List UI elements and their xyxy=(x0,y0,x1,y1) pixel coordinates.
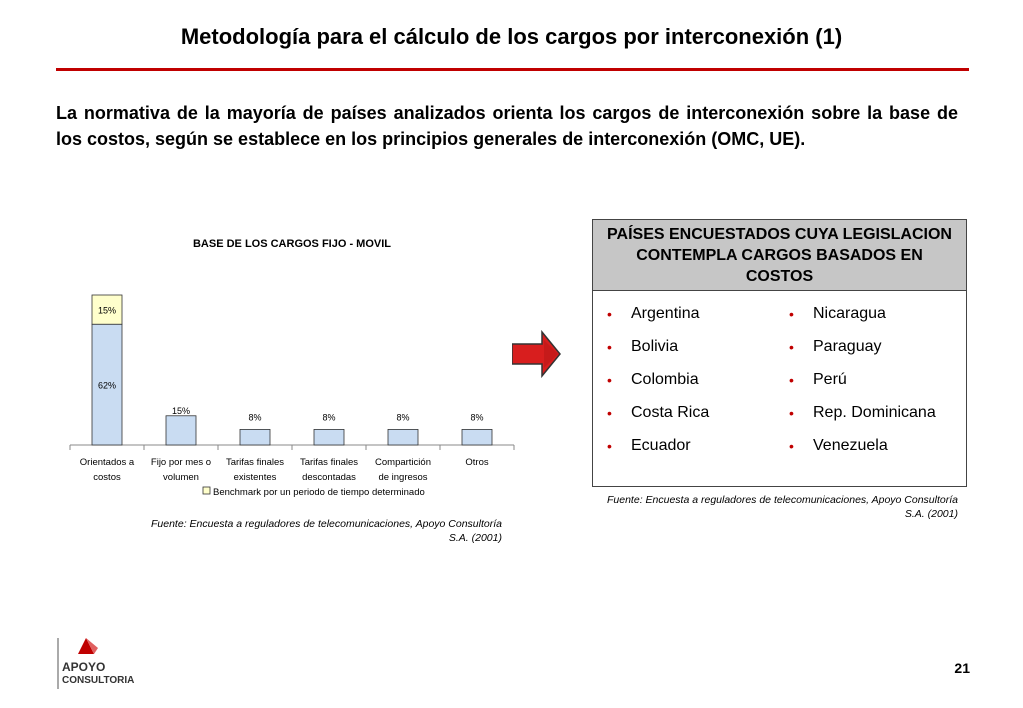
category-label: costos xyxy=(93,472,121,483)
data-label: 8% xyxy=(248,412,262,423)
data-label: 15% xyxy=(97,305,117,316)
category-label: Compartición xyxy=(375,457,431,468)
category-label: Fijo por mes o xyxy=(150,457,212,468)
data-label: 8% xyxy=(470,412,484,423)
intro-paragraph: La normativa de la mayoría de países analizados orienta los cargos de interconexión sobre la base de los costos, según se establece en los principios generales de interconexión (OMC, UE). xyxy=(56,103,958,149)
bullet-icon: • xyxy=(607,438,612,454)
bullet-icon: • xyxy=(789,405,794,421)
category-label: existentes xyxy=(233,472,277,483)
data-label: 8% xyxy=(396,412,410,423)
country-item xyxy=(601,304,776,337)
bar xyxy=(388,429,418,445)
bar xyxy=(166,416,196,445)
country-name: Ecuador xyxy=(631,437,691,454)
page-number: 21 xyxy=(954,660,970,676)
country-name: Argentina xyxy=(631,305,700,322)
bullet-icon: • xyxy=(607,339,612,355)
countries-column-1 xyxy=(601,304,776,469)
category-label: volumen xyxy=(163,472,199,483)
country-name: Paraguay xyxy=(813,338,882,355)
right-arrow-icon xyxy=(512,330,562,378)
countries-table xyxy=(592,219,967,487)
data-label: 62% xyxy=(97,380,117,391)
country-name: Perú xyxy=(813,371,847,388)
bullet-icon: • xyxy=(789,339,794,355)
apoyo-logo xyxy=(56,636,156,696)
country-item xyxy=(601,337,776,370)
bullet-icon: • xyxy=(789,306,794,322)
title-divider xyxy=(56,68,969,71)
category-label: Orientados a xyxy=(79,457,135,468)
country-item xyxy=(601,370,776,403)
bullet-icon: • xyxy=(607,372,612,388)
country-item xyxy=(601,436,776,469)
legend-label: Benchmark por un periodo de tiempo determinado xyxy=(213,487,425,498)
country-name: Nicaragua xyxy=(813,305,886,322)
bullet-icon: • xyxy=(607,306,612,322)
bar-chart xyxy=(60,225,530,515)
table-source: Fuente: Encuesta a reguladores de telecomunicaciones, Apoyo Consultoría S.A. (2001) xyxy=(607,494,958,520)
country-item xyxy=(601,403,776,436)
country-item xyxy=(783,337,963,370)
country-name: Costa Rica xyxy=(631,404,710,421)
page-title: Metodología para el cálculo de los cargos por interconexión (1) xyxy=(180,24,843,49)
chart-title: BASE DE LOS CARGOS FIJO - MOVIL xyxy=(192,238,392,250)
category-label: descontadas xyxy=(302,472,356,483)
bar xyxy=(462,429,492,445)
countries-table-header: PAÍSES ENCUESTADOS CUYA LEGISLACION CONTEMPLA CARGOS BASADOS EN COSTOS xyxy=(593,220,966,291)
country-item xyxy=(783,370,963,403)
category-label: Tarifas finales xyxy=(299,457,359,468)
bar xyxy=(240,429,270,445)
bar xyxy=(314,429,344,445)
country-name: Colombia xyxy=(631,371,699,388)
category-label: de ingresos xyxy=(378,472,428,483)
category-label: Tarifas finales xyxy=(225,457,285,468)
logo-line-2: CONSULTORIA xyxy=(62,675,135,686)
category-label: Otros xyxy=(465,457,489,468)
country-item xyxy=(783,304,963,337)
bullet-icon: • xyxy=(789,438,794,454)
logo-line-1: APOYO xyxy=(62,660,106,674)
countries-column-2 xyxy=(783,304,963,469)
country-item xyxy=(783,403,963,436)
bullet-icon: • xyxy=(607,405,612,421)
legend-swatch xyxy=(203,487,210,494)
country-name: Rep. Dominicana xyxy=(813,404,936,421)
country-item xyxy=(783,436,963,469)
bullet-icon: • xyxy=(789,372,794,388)
data-label: 15% xyxy=(171,405,191,416)
data-label: 8% xyxy=(322,412,336,423)
country-name: Venezuela xyxy=(813,437,888,454)
chart-source: Fuente: Encuesta a reguladores de telecomunicaciones, Apoyo Consultoría S.A. (2001) xyxy=(151,518,502,544)
country-name: Bolivia xyxy=(631,338,679,355)
